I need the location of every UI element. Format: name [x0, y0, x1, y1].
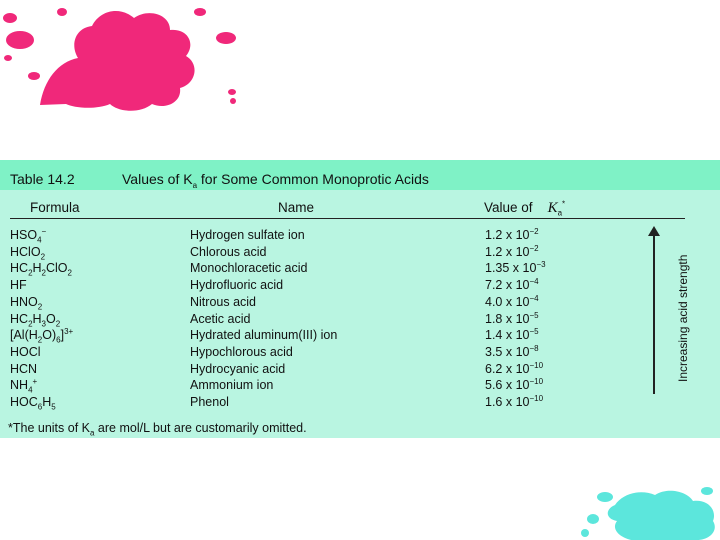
value-cell: 1.4 x $10^{-5}$ [485, 327, 539, 343]
formula-cell: $HNO_2$ [10, 294, 43, 312]
value-cell: 7.2 x $10^{-4}$ [485, 276, 539, 293]
formula-cell: $HOC_6H_5$ [10, 395, 56, 412]
formula-cell: HOCl [10, 344, 41, 359]
name-cell: Hydrocyanic acid [190, 361, 286, 376]
value-cell: 1.35 x $10^{-3}$ [485, 260, 546, 276]
name-cell: Phenol [190, 395, 229, 409]
name-cell: Hydrofluoric acid [190, 278, 284, 293]
table-row [0, 377, 660, 394]
name-cell: Hydrogen sulfate ion [190, 228, 305, 242]
table-row [0, 260, 660, 277]
table-row [0, 294, 660, 311]
value-cell: 1.2 x $10^{-2}$ [485, 226, 539, 242]
name-cell: Hypochlorous acid [190, 344, 293, 359]
formula-cell: $NH_4^+$ [10, 377, 38, 395]
table-row [0, 327, 660, 344]
formula-cell: $HC_2H_3O_2$ [10, 311, 61, 328]
formula-cell: HCN [10, 361, 38, 376]
value-cell: 1.8 x $10^{-5}$ [485, 310, 539, 326]
formula-cell: $[Al(H_2O)_6]^{3+}$ [10, 327, 74, 345]
column-header-name: Name [278, 200, 315, 215]
name-cell: Nitrous acid [190, 294, 256, 309]
arrow-shaft [653, 234, 655, 394]
table-row [0, 394, 660, 411]
name-cell: Hydrated aluminum(III) ion [190, 328, 338, 343]
header-rule [10, 218, 685, 219]
value-cell: 6.2 x $10^{-10}$ [485, 360, 544, 376]
column-header-value: Value of $K_a^*$ [484, 199, 566, 218]
name-cell: Ammonium ion [190, 378, 274, 393]
formula-cell: $HSO_4^-$ [10, 226, 47, 245]
column-header-formula: Formula [30, 200, 80, 215]
name-cell: Acetic acid [190, 311, 251, 326]
formula-cell: $HC_2H_2ClO_2$ [10, 261, 72, 278]
table-row [0, 244, 660, 261]
value-cell: 1.6 x $10^{-10}$ [485, 393, 544, 409]
table-card [0, 160, 720, 438]
name-cell: Monochloracetic acid [190, 261, 308, 276]
name-cell: Chlorous acid [190, 244, 267, 259]
table-header-bar [0, 160, 720, 190]
formula-cell: HClO$_2$ [10, 244, 46, 262]
cyan-paint-splat-icon [575, 485, 720, 540]
table-title: Values of $K_a$ for Some Common Monoprotic Acids [122, 171, 429, 190]
acid-strength-label: Increasing acid strength [676, 254, 690, 382]
table-row [0, 311, 660, 328]
value-cell: 4.0 x $10^{-4}$ [485, 293, 539, 309]
table-row [0, 361, 660, 378]
table-row [0, 344, 660, 361]
value-cell: 3.5 x $10^{-8}$ [485, 343, 539, 359]
formula-cell: HF [10, 278, 27, 293]
table-row [0, 227, 660, 244]
value-cell: 1.2 x $10^{-2}$ [485, 243, 539, 259]
footnote: *The units of $K_a$ are mol/L but are customarily omitted. [8, 421, 307, 438]
pink-paint-splat-icon [0, 0, 250, 115]
table-row [0, 277, 660, 294]
value-cell: 5.6 x $10^{-10}$ [485, 377, 544, 393]
table-number: Table 14.2 [10, 171, 75, 187]
